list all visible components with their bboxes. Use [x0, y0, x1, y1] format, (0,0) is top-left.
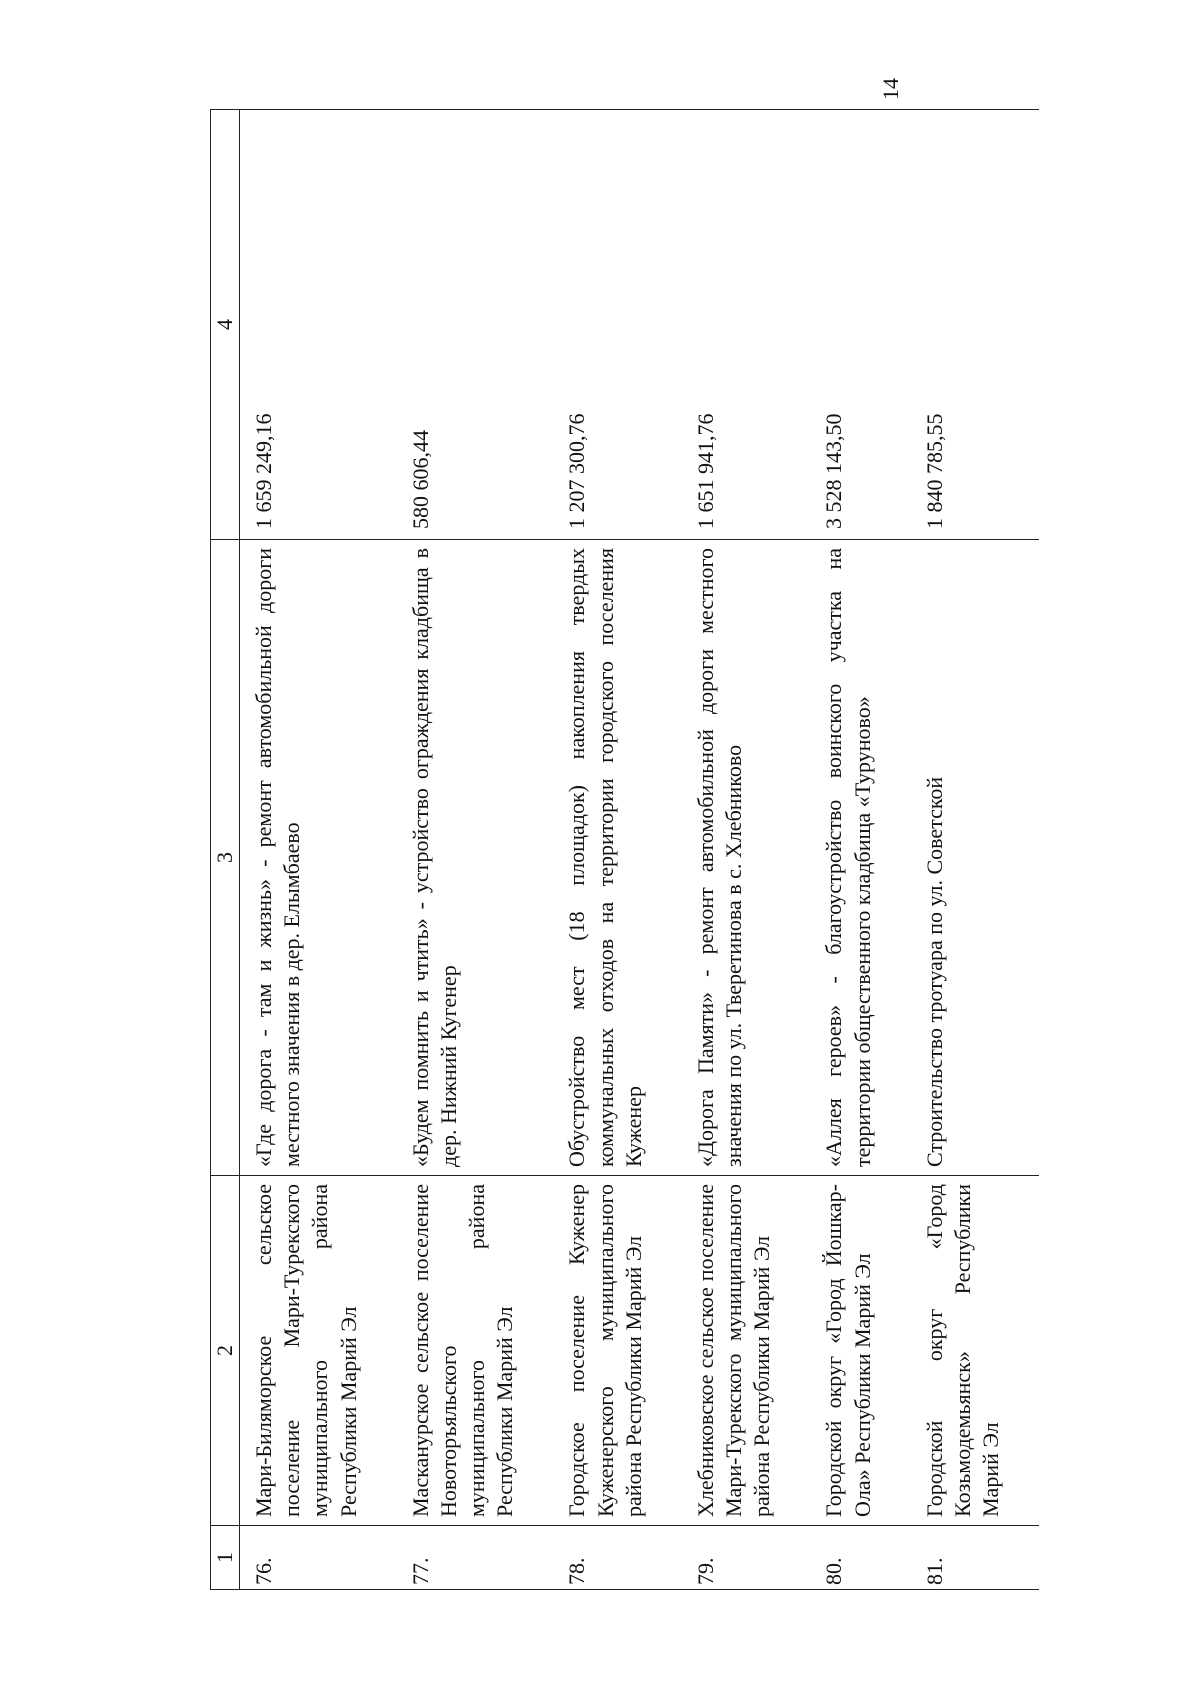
row-project: Строительство тротуара по ул. Советской: [911, 540, 1039, 1176]
header-col-3: 3: [211, 540, 240, 1176]
row-number: 81.: [911, 1526, 1039, 1590]
row-organization: Маскануpское сельское поселение Новоторъяльского муниципального района Республики Марий Эл: [397, 1176, 554, 1526]
row-number: 80.: [810, 1526, 910, 1590]
row-number: 78.: [553, 1526, 681, 1590]
table-row: [397, 110, 554, 1590]
table-row: [553, 110, 681, 1590]
header-col-2: 2: [211, 1176, 240, 1526]
header-col-1: 1: [211, 1526, 240, 1590]
row-amount: 1 659 249,16: [240, 110, 397, 540]
table-row: [682, 110, 810, 1590]
row-number: 76.: [240, 1526, 397, 1590]
row-project: «Где дорога - там и жизнь» - ремонт автомобильной дороги местного значения в дер. Елымбаево: [240, 540, 397, 1176]
table-row: [240, 110, 397, 1590]
row-number: 77.: [397, 1526, 554, 1590]
table-row: [911, 110, 1039, 1590]
table-row: [810, 110, 910, 1590]
row-amount: 1 840 785,55: [911, 110, 1039, 540]
page-number: 14: [878, 78, 903, 100]
row-project: Обустройство мест (18 площадок) накопления твердых коммунальных отходов на территории городского поселения Куженер: [553, 540, 681, 1176]
projects-table: [210, 109, 1039, 1590]
row-organization: Городской округ «Город Козьмодемьянск» Республики Марий Эл: [911, 1176, 1039, 1526]
row-number: 79.: [682, 1526, 810, 1590]
row-organization: Городской округ «Город Йошкар-Ола» Республики Марий Эл: [810, 1176, 910, 1526]
row-organization: Городское поселение Куженер Куженерского муниципального района Республики Марий Эл: [553, 1176, 681, 1526]
row-organization: Хлебниковское сельское поселение Мари-Турекского муниципального района Республики Марий Эл: [682, 1176, 810, 1526]
table-header-row: [211, 110, 240, 1590]
row-project: «Будем помнить и чтить» - устройство ограждения кладбища в дер. Нижний Кугенер: [397, 540, 554, 1176]
header-col-4: 4: [211, 110, 240, 540]
rotated-table-container: [210, 110, 1003, 1590]
row-organization: Мари-Биляморское сельское поселение Мари-Турекского муниципального района Республики Марий Эл: [240, 1176, 397, 1526]
row-amount: 3 528 143,50: [810, 110, 910, 540]
row-amount: 1 207 300,76: [553, 110, 681, 540]
row-amount: 580 606,44: [397, 110, 554, 540]
row-amount: 1 651 941,76: [682, 110, 810, 540]
row-project: «Аллея героев» - благоустройство воинского участка на территории общественного кладбища «Туруново»: [810, 540, 910, 1176]
row-project: «Дорога Памяти» - ремонт автомобильной дороги местного значения по ул. Тверетинова в с. Хлебниково: [682, 540, 810, 1176]
